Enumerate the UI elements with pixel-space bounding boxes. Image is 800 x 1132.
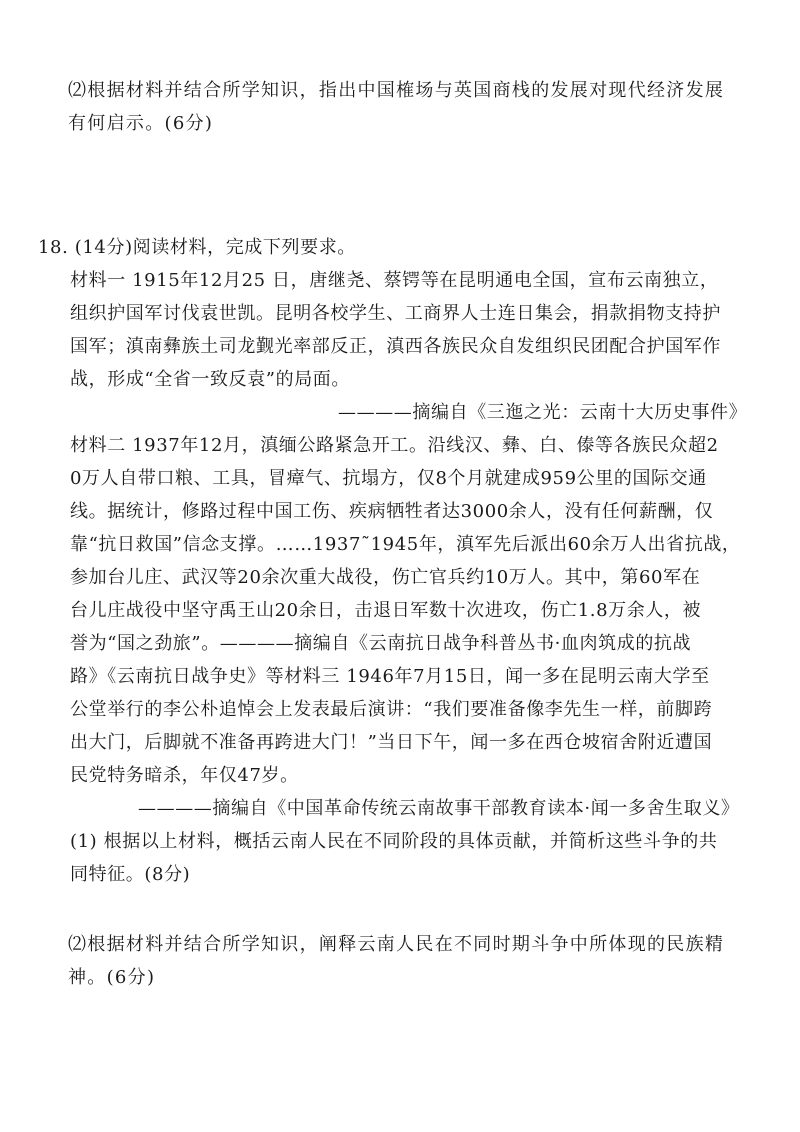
material-1	[38, 264, 748, 429]
q17-part2-prompt	[68, 74, 748, 140]
q18-part1-prompt	[38, 825, 748, 891]
question-18	[38, 231, 748, 891]
material-line: 战，形成“全省一致反袁”的局面。	[70, 369, 351, 390]
material-line: 组织护国军讨伐袁世凯。昆明各校学生、工商界人士连日集会，捐款捐物支持护	[70, 303, 721, 324]
q18-part2-prompt	[68, 928, 748, 994]
prompt-line: ⑵根据材料并结合所学知识，指出中国榷场与英国商栈的发展对现代经济发展	[68, 80, 725, 101]
material-line: 民党特务暗杀，年仅47岁。	[70, 765, 299, 786]
material-line: 材料一 1915年12月25 日，唐继尧、蔡锷等在昆明通电全国，宣布云南独立，	[70, 270, 719, 291]
prompt-line: 神。(6分)	[68, 967, 156, 988]
material-line: 材料二 1937年12月，滇缅公路紧急开工。沿线汉、彝、白、傣等各族民众超2	[70, 435, 719, 456]
material-line: 台儿庄战役中坚守禹王山20余日，击退日军数十次进攻，伤亡1.8万余人，被	[70, 600, 702, 621]
material-line: 路》《云南抗日战争史》等材料三 1946年7月15日，闻一多在昆明云南大学至	[70, 666, 710, 687]
material-line: 线。据统计，修路过程中国工伤、疾病牺牲者达3000余人，没有任何薪酬，仅	[70, 501, 714, 522]
prompt-line: ⑵根据材料并结合所学知识，阐释云南人民在不同时期斗争中所体现的民族精	[68, 934, 725, 955]
material-line: 参加台儿庄、武汉等20余次重大战役，伤亡官兵约10万人。其中，第60军在	[70, 567, 701, 588]
prompt-line: (1) 根据以上材料，概括云南人民在不同阶段的具体贡献，并简析这些斗争的共	[70, 831, 718, 852]
material-source: ————摘编自《三迤之光：云南十大历史事件》	[338, 402, 748, 423]
material-line: 出大门，后脚就不准备再跨进大门！”当日下午，闻一多在西仓坡宿舍附近遭国	[70, 732, 713, 753]
material-source: ————摘编自《中国革命传统云南故事干部教育读本·闻一多舍生取义》	[138, 798, 740, 819]
material-line: 誉为“国之劲旅”。————摘编自《云南抗日战争科普丛书·血肉筑成的抗战	[70, 633, 692, 654]
material-line: 公堂举行的李公朴追悼会上发表最后演讲：“我们要准备像李先生一样，前脚跨	[70, 699, 713, 720]
prompt-line: 有何启示。(6分)	[68, 113, 214, 134]
prompt-line: 同特征。(8分)	[70, 864, 191, 885]
material-line: 靠“抗日救国”信念支撑。……1937˜1945年，滇军先后派出60余万人出省抗战，	[70, 534, 741, 555]
material-2-and-3	[38, 429, 748, 825]
material-line: 0万人自带口粮、工具，冒瘴气、抗塌方，仅8个月就建成959公里的国际交通	[70, 468, 707, 489]
material-line: 国军；滇南彝族土司龙觐光率部反正，滇西各族民众自发组织民团配合护国军作	[70, 336, 721, 357]
question-heading: 18. (14分)阅读材料，完成下列要求。	[38, 237, 356, 258]
